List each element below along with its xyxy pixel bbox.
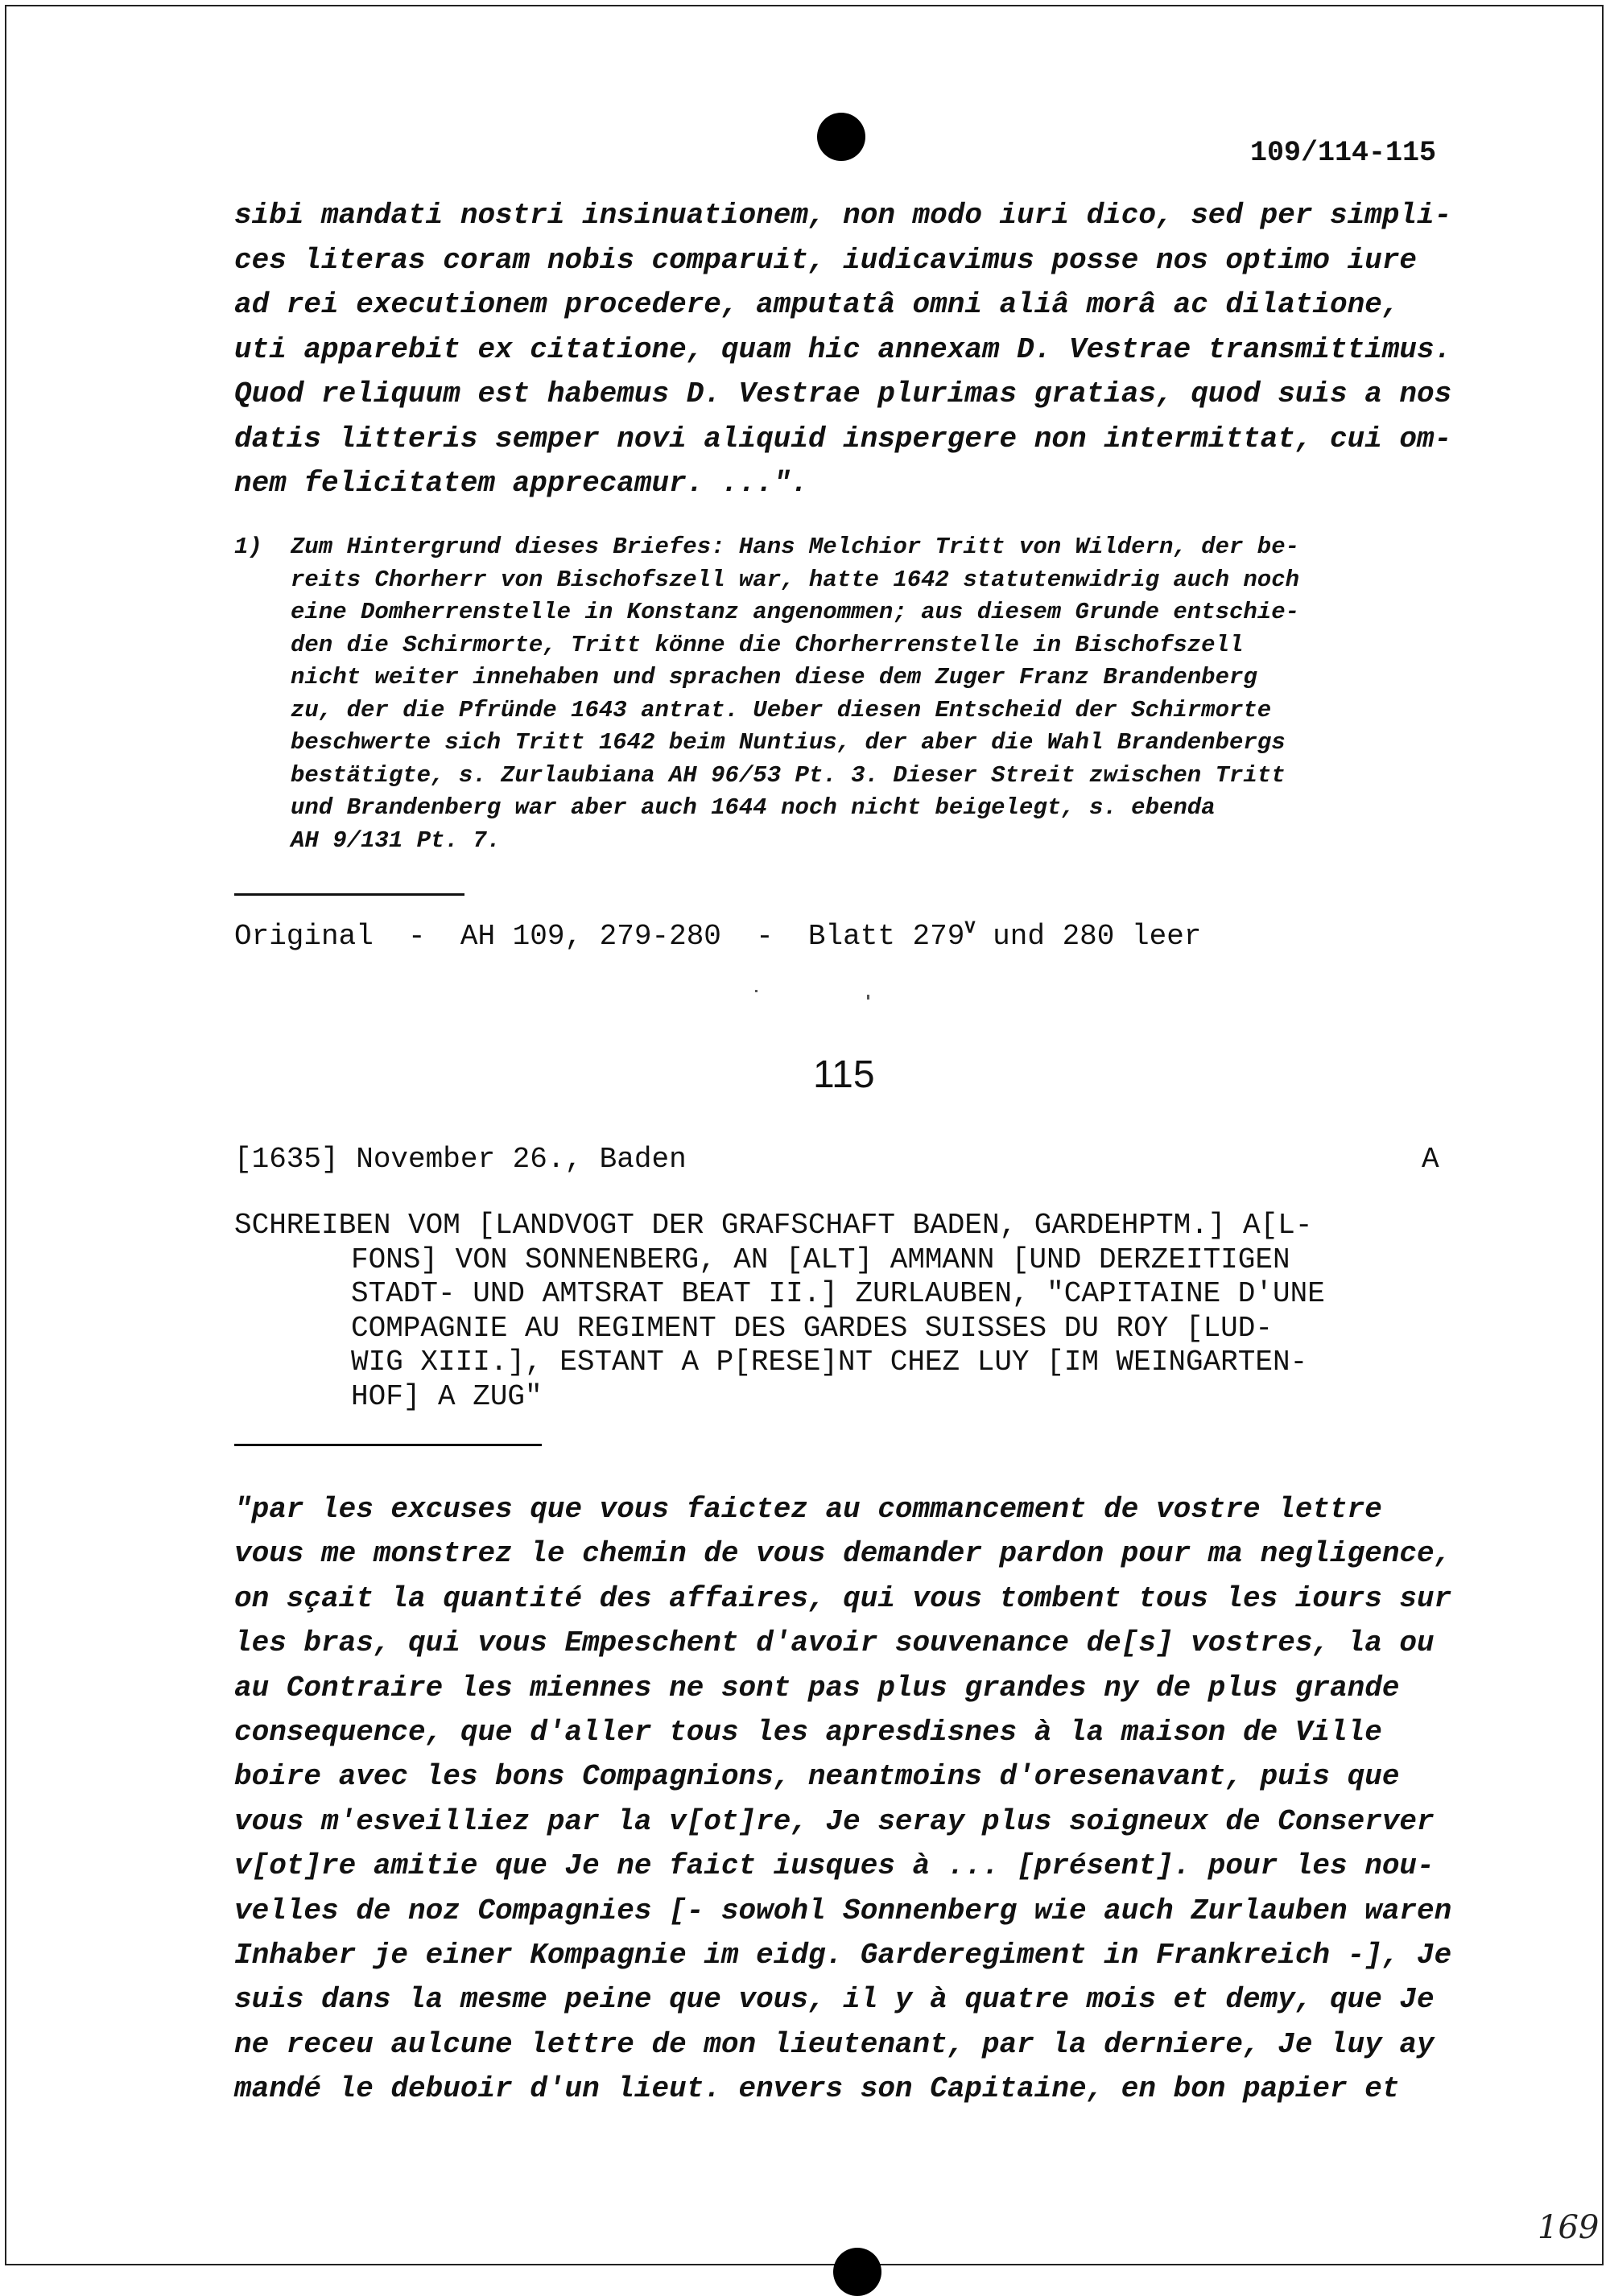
- footnote-line: reits Chorherr von Bischofszell war, hatte 1642 statutenwidrig auch noch: [291, 566, 1300, 593]
- text-line: au Contraire les miennes ne sont pas plus grandes ny de plus grande: [234, 1671, 1400, 1704]
- text-line: vous me monstrez le chemin de vous demander pardon pour ma negligence,: [234, 1537, 1452, 1571]
- heading-line: STADT- UND AMTSRAT BEAT II.] ZURLAUBEN, "CAPITAINE D'UNE: [351, 1277, 1325, 1310]
- document-type-letter: A: [1422, 1143, 1439, 1176]
- text-line: on sçait la quantité des affaires, qui vous tombent tous les iours sur: [234, 1581, 1452, 1615]
- french-letter-text: [234, 1487, 1466, 2112]
- text-line: "par les excuses que vous faictez au commancement de vostre lettre: [234, 1493, 1382, 1526]
- text-line: velles de noz Compagnies [- sowohl Sonnenberg wie auch Zurlauben waren: [234, 1894, 1452, 1927]
- heading-line: HOF] A ZUG": [351, 1379, 543, 1413]
- footnote: [234, 531, 1466, 857]
- document-date-place: [1635] November 26., Baden: [234, 1143, 687, 1176]
- text-line: les bras, qui vous Empeschent d'avoir souvenance de[s] vostres, la ou: [234, 1626, 1435, 1660]
- section-divider: [234, 1444, 542, 1446]
- punch-hole: [833, 2248, 881, 2296]
- text-line: mandé le debuoir d'un lieut. envers son Capitaine, en bon papier et: [234, 2072, 1400, 2106]
- footnote-line: nicht weiter innehaben und sprachen diese dem Zuger Franz Brandenberg: [291, 664, 1257, 690]
- footnote-line: AH 9/131 Pt. 7.: [291, 826, 502, 854]
- text-line: uti apparebit ex citatione, quam hic annexam D. Vestrae transmittimus.: [234, 332, 1452, 366]
- verso-superscript: V: [964, 918, 976, 938]
- footnote-line: den die Schirmorte, Tritt könne die Chorherrenstelle in Bischofszell: [291, 631, 1244, 658]
- scan-speck: [867, 995, 869, 1000]
- punch-hole: [817, 113, 865, 161]
- text-line: suis dans la mesme peine que vous, il y à quatre mois et demy, que Je: [234, 1983, 1435, 2017]
- handwritten-folio-number: 169: [1538, 2209, 1600, 2246]
- page-reference: 109/114-115: [1250, 137, 1437, 169]
- footnote-line: bestätigte, s. Zurlaubiana AH 96/53 Pt. 3. Dieser Streit zwischen Tritt: [291, 761, 1286, 789]
- scan-speck: [755, 990, 758, 992]
- text-line: Inhaber je einer Kompagnie im eidg. Garderegiment in Frankreich -], Je: [234, 1939, 1452, 1972]
- text-line: nem felicitatem apprecamur. ...".: [234, 467, 808, 500]
- footnote-marker: 1): [234, 534, 262, 560]
- source-reference: [234, 918, 1201, 953]
- heading-line: COMPAGNIE AU REGIMENT DES GARDES SUISSES DU ROY [LUD-: [351, 1311, 1273, 1345]
- footnote-line: zu, der die Pfründe 1643 antrat. Ueber diesen Entscheid der Schirmorte: [291, 696, 1272, 723]
- document-number: 115: [813, 1053, 875, 1096]
- heading-line: WIG XIII.], ESTANT A P[RESE]NT CHEZ LUY [IM WEINGARTEN-: [351, 1346, 1308, 1379]
- text-line: ne receu aulcune lettre de mon lieutenant, par la derniere, Je luy ay: [234, 2027, 1435, 2061]
- source-suffix: und 280 leer: [975, 920, 1202, 953]
- text-line: ces literas coram nobis comparuit, iudicavimus posse nos optimo iure: [234, 243, 1418, 277]
- document-heading: [234, 1209, 1474, 1414]
- text-line: ad rei executionem procedere, amputatâ omni aliâ morâ ac dilatione,: [234, 288, 1400, 321]
- text-line: v[ot]re amitie que Je ne faict iusques à ... [présent]. pour les nou-: [234, 1849, 1435, 1883]
- text-line: boire avec les bons Compagnions, neantmoins d'oresenavant, puis que: [234, 1760, 1400, 1794]
- footnote-line: eine Domherrenstelle in Konstanz angenommen; aus diesem Grunde entschie-: [291, 599, 1300, 625]
- text-line: sibi mandati nostri insinuationem, non modo iuri dico, sed per simpli-: [234, 199, 1452, 232]
- section-divider: [234, 893, 464, 896]
- footnote-line: Zum Hintergrund dieses Briefes: Hans Melchior Tritt von Wildern, der be-: [291, 534, 1300, 560]
- latin-letter-text: [234, 193, 1466, 506]
- source-text: Original - AH 109, 279-280 - Blatt 279: [234, 920, 965, 953]
- text-line: datis litteris semper novi aliquid inspergere non intermittat, cui om-: [234, 422, 1452, 455]
- footnote-line: beschwerte sich Tritt 1642 beim Nuntius, der aber die Wahl Brandenbergs: [291, 729, 1286, 756]
- footnote-body: [291, 531, 1466, 857]
- text-line: Quod reliquum est habemus D. Vestrae plurimas gratias, quod suis a nos: [234, 377, 1452, 410]
- text-line: vous m'esveilliez par la v[ot]re, Je seray plus soigneux de Conserver: [234, 1804, 1435, 1838]
- heading-line: SCHREIBEN VOM [LANDVOGT DER GRAFSCHAFT BADEN, GARDEHPTM.] A[L-: [234, 1209, 1313, 1242]
- text-line: consequence, que d'aller tous les apresdisnes à la maison de Ville: [234, 1716, 1382, 1750]
- heading-line: FONS] VON SONNENBERG, AN [ALT] AMMANN [UND DERZEITIGEN: [351, 1243, 1290, 1276]
- footnote-line: und Brandenberg war aber auch 1644 noch nicht beigelegt, s. ebenda: [291, 794, 1216, 821]
